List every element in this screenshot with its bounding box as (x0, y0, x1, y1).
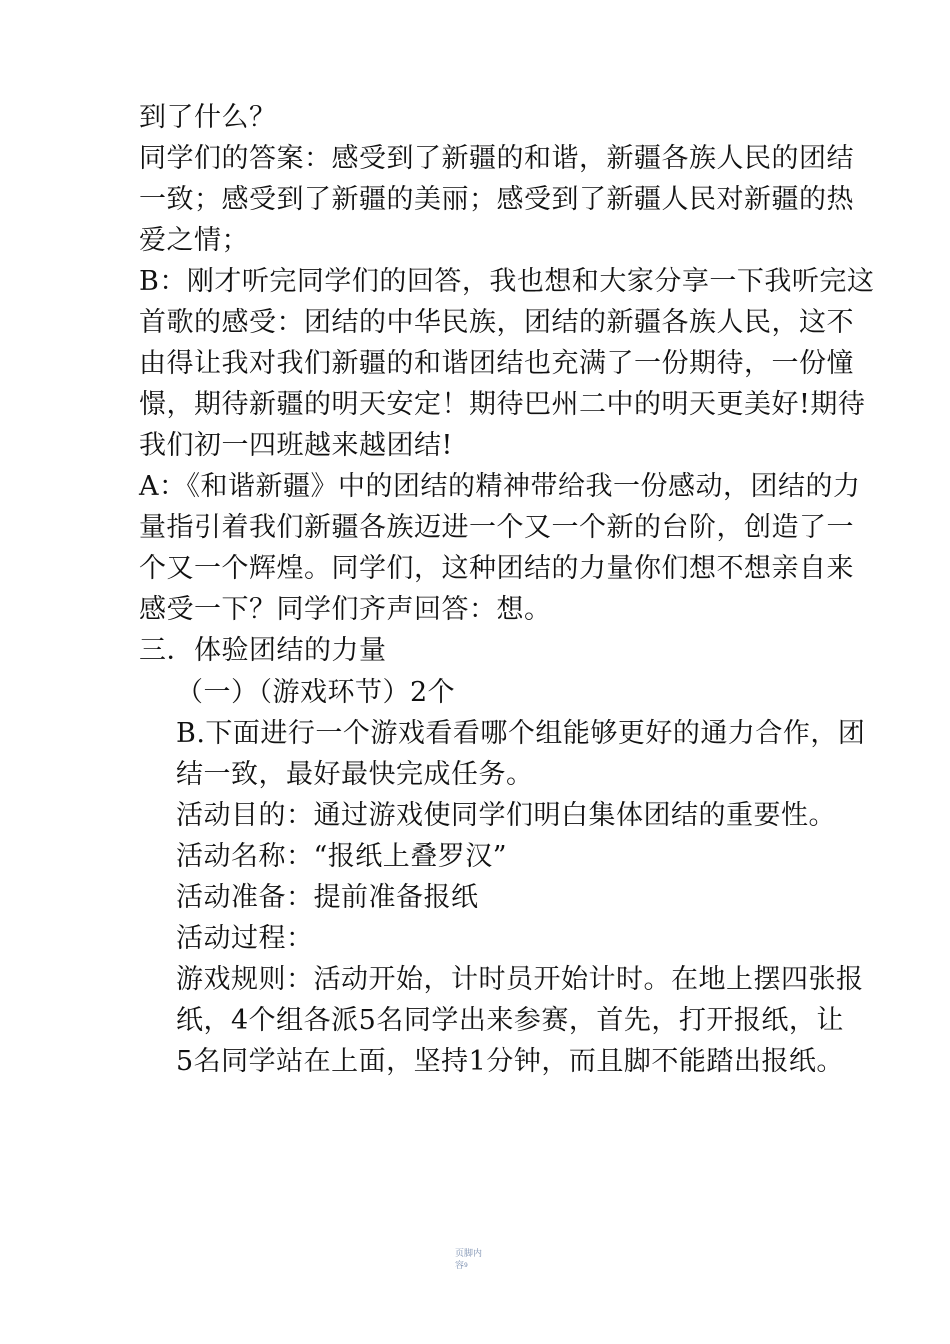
text-line: A：《和谐新疆》中的团结的精神带给我一份感动，团结的力 (139, 471, 861, 502)
text-line: B：刚才听完同学们的回答，我也想和大家分享一下我听完这 (139, 266, 875, 297)
page-footer (455, 1248, 515, 1272)
text-line: 活动过程： (176, 923, 314, 954)
text-line: 活动目的：通过游戏使同学们明白集体团结的重要性。 (176, 800, 836, 831)
text-line: 爱之情； (139, 225, 249, 256)
text-line: 感受一下？同学们齐声回答：想。 (139, 594, 552, 625)
text-line: 5名同学站在上面，坚持1分钟，而且脚不能踏出报纸。 (176, 1046, 844, 1077)
text-line: 同学们的答案：感受到了新疆的和谐，新疆各族人民的团结 (139, 143, 854, 174)
text-line: 由得让我对我们新疆的和谐团结也充满了一份期待，一份憧 (139, 348, 854, 379)
text-line: 量指引着我们新疆各族迈进一个又一个新的台阶，创造了一 (139, 512, 854, 543)
text-line: 憬，期待新疆的明天安定！期待巴州二中的明天更美好!期待 (139, 389, 866, 420)
text-line: 游戏规则：活动开始，计时员开始计时。在地上摆四张报 (176, 964, 864, 995)
footer-text-line1: 页脚内 (455, 1249, 483, 1259)
text-line: 我们初一四班越来越团结! (139, 430, 453, 461)
text-line: 一致；感受到了新疆的美丽；感受到了新疆人民对新疆的热 (139, 184, 854, 215)
text-line: 首歌的感受：团结的中华民族，团结的新疆各族人民，这不 (139, 307, 854, 338)
text-line: 纸，4个组各派5名同学出来参赛，首先，打开报纸，让 (176, 1005, 844, 1036)
footer-text-line2: 容 (455, 1261, 465, 1271)
text-line: 个又一个辉煌。同学们，这种团结的力量你们想不想亲自来 (139, 553, 854, 584)
text-line: 结一致，最好最快完成任务。 (176, 759, 534, 790)
text-line: B.下面进行一个游戏看看哪个组能够更好的通力合作，团 (176, 718, 866, 749)
text-line: 活动准备：提前准备报纸 (176, 882, 479, 913)
page-number: 9 (464, 1262, 468, 1269)
text-line: 活动名称：“报纸上叠罗汉” (176, 841, 508, 872)
subsection-heading: （一）（游戏环节）2个 (176, 677, 456, 708)
section-heading: 三．体验团结的力量 (139, 635, 387, 666)
text-line: 到了什么？ (139, 102, 277, 133)
